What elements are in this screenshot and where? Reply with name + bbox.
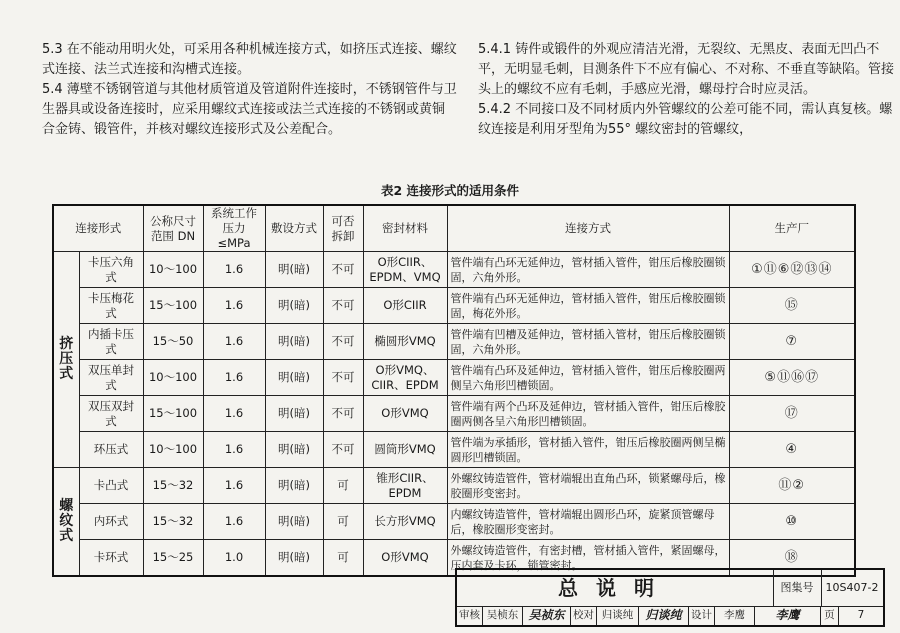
cell-pressure: 1.6	[203, 432, 265, 468]
cell-method: 管件端有凸环无延伸边，管材插入管件，钳压后橡胶圈锁固，六角外形。	[447, 252, 729, 288]
maker-numbers: ⑦	[785, 334, 799, 349]
maker-numbers: ⑮	[784, 298, 799, 313]
cell-pressure: 1.6	[203, 468, 265, 504]
cell-laying: 明(暗)	[265, 540, 323, 577]
header-type: 连接形式	[53, 205, 143, 252]
cell-type: 内环式	[79, 504, 143, 540]
cell-pressure: 1.6	[203, 504, 265, 540]
cell-dn: 15～100	[143, 288, 203, 324]
header-laying: 敷设方式	[265, 205, 323, 252]
cell-type: 卡凸式	[79, 468, 143, 504]
page-number: 7	[857, 609, 865, 621]
table-header-row	[53, 205, 855, 252]
cell-detach: 不可	[323, 396, 363, 432]
cell-dn: 15～50	[143, 324, 203, 360]
header-seal: 密封材料	[363, 205, 447, 252]
header-maker: 生产厂	[729, 205, 855, 252]
checker-name: 归谈纯	[597, 606, 639, 625]
cell-dn: 15～32	[143, 504, 203, 540]
maker-numbers: ⑪②	[778, 478, 806, 493]
cell-dn: 10～100	[143, 432, 203, 468]
cell-type: 卡压六角式	[79, 252, 143, 288]
cell-laying: 明(暗)	[265, 324, 323, 360]
cell-seal: O形CIIR、EPDM、VMQ	[363, 252, 447, 288]
cell-type: 双压单封式	[79, 360, 143, 396]
cell-seal: O形VMQ	[363, 540, 447, 577]
paragraph-5-3: 5.3 在不能动用明火处，可采用各种机械连接方式，如挤压式连接、螺纹式连接、法兰式连接和沟槽式连接。	[42, 42, 457, 77]
drawing-title: 总说明	[457, 570, 774, 606]
cell-pressure: 1.6	[203, 324, 265, 360]
group-label-threaded: 螺纹式	[53, 468, 79, 577]
cell-method: 外螺纹铸造管件，管材端辊出直角凸环，锁紧螺母后，橡胶圈形变密封。	[447, 468, 729, 504]
cell-type: 双压双封式	[79, 396, 143, 432]
cell-dn: 15～32	[143, 468, 203, 504]
cell-type: 卡压梅花式	[79, 288, 143, 324]
cell-detach: 不可	[323, 252, 363, 288]
designer-signature: 李鹰	[755, 606, 821, 625]
cell-detach: 可	[323, 540, 363, 577]
design-label: 设计	[689, 606, 715, 625]
paragraph-5-4-2: 5.4.2 不同接口及不同材质内外管螺纹的公差可能不同，需认真复核。螺纹连接是利用牙型角为55° 螺纹密封的管螺纹，	[478, 102, 893, 137]
maker-numbers: ⑩	[785, 514, 799, 529]
table-row	[53, 504, 855, 540]
cell-seal: O形CIIR	[363, 288, 447, 324]
checker-signature: 归谈纯	[639, 606, 689, 625]
text-column-left	[42, 40, 457, 140]
reviewer-signature: 吴祯东	[523, 606, 571, 625]
page-label: 页	[821, 606, 839, 625]
paragraph-5-4: 5.4 薄壁不锈钢管道与其他材质管道及管道附件连接时，不锈钢管件与卫生器具或设备连接时，应采用螺纹式连接或法兰式连接的不锈钢或黄铜合金铸、锻管件，并核对螺纹连接形式及公差配合。	[42, 82, 457, 137]
cell-detach: 可	[323, 504, 363, 540]
cell-laying: 明(暗)	[265, 252, 323, 288]
cell-laying: 明(暗)	[265, 468, 323, 504]
header-detach: 可否拆卸	[323, 205, 363, 252]
table-row	[53, 252, 855, 288]
cell-type: 环压式	[79, 432, 143, 468]
cell-method: 管件端有两个凸环及延伸边，管材插入管件，钳压后橡胶圈两侧各呈六角形凹槽锁固。	[447, 396, 729, 432]
cell-detach: 不可	[323, 288, 363, 324]
cell-seal: O形VMQ、CIIR、EPDM	[363, 360, 447, 396]
cell-seal: O形VMQ	[363, 396, 447, 432]
table-row	[53, 468, 855, 504]
cell-maker	[729, 468, 855, 504]
cell-seal: 锥形CIIR、EPDM	[363, 468, 447, 504]
maker-numbers: ⑤⑪⑯⑰	[764, 370, 820, 385]
table-caption: 表2 连接形式的适用条件	[380, 183, 520, 198]
table-row	[53, 396, 855, 432]
designer-name: 李鹰	[715, 606, 755, 625]
title-block-top-row	[457, 570, 883, 607]
table-row	[53, 324, 855, 360]
cell-pressure: 1.6	[203, 288, 265, 324]
cell-laying: 明(暗)	[265, 288, 323, 324]
atlas-number: 10S407-2	[825, 581, 879, 594]
cell-method: 管件端有凸环及延伸边，管材插入管件，钳压后橡胶圈两侧呈六角形凹槽锁固。	[447, 360, 729, 396]
cell-pressure: 1.6	[203, 360, 265, 396]
cell-type: 内插卡压式	[79, 324, 143, 360]
cell-method: 内螺纹铸造管件，管材端辊出圆形凸环，旋紧顶管螺母后，橡胶圈形变密封。	[447, 504, 729, 540]
cell-type: 卡环式	[79, 540, 143, 577]
group-label-extrusion: 挤压式	[53, 252, 79, 468]
cell-method: 管件端为承插形，管材插入管件，钳压后橡胶圈两侧呈椭圆形凹槽锁固。	[447, 432, 729, 468]
cell-maker	[729, 360, 855, 396]
table-row	[53, 432, 855, 468]
maker-numbers: ④	[785, 442, 799, 457]
cell-laying: 明(暗)	[265, 396, 323, 432]
cell-method: 管件端有凸环无延伸边，管材插入管件，钳压后橡胶圈锁固，梅花外形。	[447, 288, 729, 324]
reviewer-name: 吴桢东	[483, 606, 523, 625]
cell-pressure: 1.6	[203, 252, 265, 288]
cell-detach: 不可	[323, 324, 363, 360]
title-block-signature-row	[457, 606, 883, 625]
maker-numbers: ⑱	[784, 550, 799, 565]
cell-maker	[729, 288, 855, 324]
header-dn: 公称尺寸范围 DN	[143, 205, 203, 252]
text-column-right	[478, 40, 898, 140]
cell-maker	[729, 504, 855, 540]
cell-seal: 椭圆形VMQ	[363, 324, 447, 360]
paragraph-5-4-1: 5.4.1 铸件或锻件的外观应清洁光滑，无裂纹、无黑皮、表面无凹凸不平，无明显毛刺，目测条件下不应有偏心、不对称、不垂直等缺陷。管接头上的螺纹不应有毛刺，手感应光滑，螺母拧合时应灵活。	[478, 42, 895, 97]
cell-maker	[729, 432, 855, 468]
cell-dn: 10～100	[143, 252, 203, 288]
cell-dn: 10～100	[143, 360, 203, 396]
cell-maker	[729, 396, 855, 432]
connection-type-table	[52, 204, 856, 577]
atlas-number-label: 图集号	[773, 570, 822, 606]
cell-laying: 明(暗)	[265, 504, 323, 540]
maker-numbers: ①⑪⑥⑫⑬⑭	[751, 262, 833, 277]
cell-detach: 不可	[323, 360, 363, 396]
cell-pressure: 1.0	[203, 540, 265, 577]
header-pressure: 系统工作压力≤MPa	[203, 205, 265, 252]
cell-method: 管件端有凹槽及延伸边，管材插入管材，钳压后橡胶圈锁固，六角外形。	[447, 324, 729, 360]
cell-seal: 长方形VMQ	[363, 504, 447, 540]
cell-dn: 15～100	[143, 396, 203, 432]
cell-seal: 圆筒形VMQ	[363, 432, 447, 468]
header-method: 连接方式	[447, 205, 729, 252]
table-row	[53, 288, 855, 324]
cell-detach: 不可	[323, 432, 363, 468]
cell-method: 外螺纹铸造管件，有密封槽，管材插入管件，紧固螺母，压内套及卡环，锁管密封。	[447, 540, 729, 577]
cell-laying: 明(暗)	[265, 360, 323, 396]
maker-numbers: ⑰	[784, 406, 799, 421]
cell-pressure: 1.6	[203, 396, 265, 432]
cell-dn: 15～25	[143, 540, 203, 577]
check-label: 校对	[571, 606, 597, 625]
cell-detach: 可	[323, 468, 363, 504]
cell-maker	[729, 252, 855, 288]
table-row	[53, 360, 855, 396]
review-label: 审核	[457, 606, 483, 625]
cell-laying: 明(暗)	[265, 432, 323, 468]
drawing-title-block	[455, 568, 885, 627]
cell-maker	[729, 324, 855, 360]
